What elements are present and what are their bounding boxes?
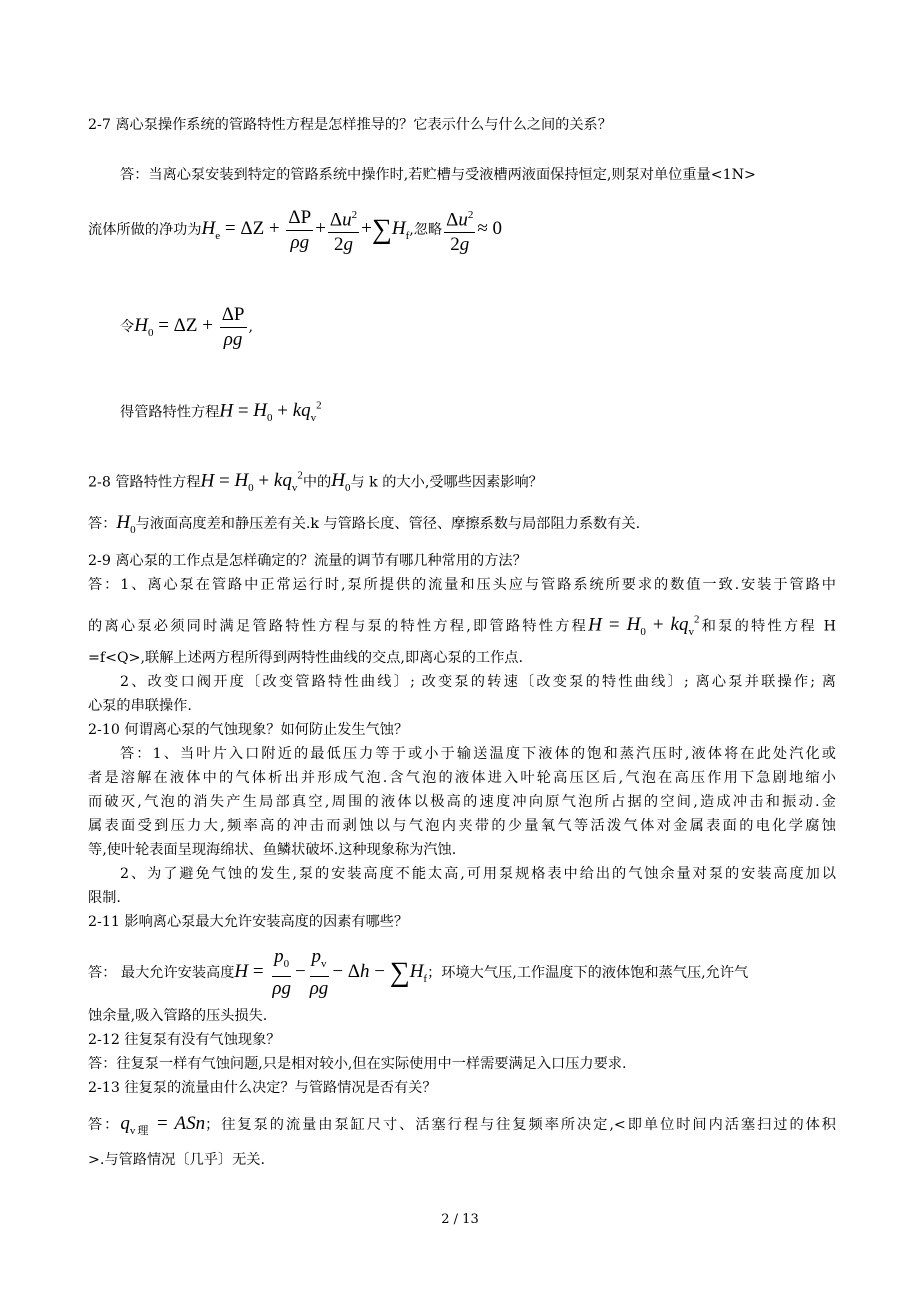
answer-2-12: 答：往复泵一样有气蚀问题,只是相对较小,但在实际使用中一样需要满足入口压力要求. (88, 1056, 627, 1072)
question-2-9: 2-9 离心泵的工作点是怎样确定的？流量的调节有哪几种常用的方法？ (88, 553, 527, 569)
answer-2-7-head-equation: 流体所做的净功为$H_e = \Delta Z$ + $\frac{\Delta P}{\rho g}$ + $\frac{\Delta u^2}{2g}$ $+\sum H_f$,忽略 $\frac{\Delta u^2}{2g}$ ≈ 0 (88, 203, 836, 260)
answer-2-10-line6: 2、为了避免气蚀的发生,泵的安装高度不能太高,可用泵规格表中给出的气蚀余量对泵的安装高度加以 (120, 866, 836, 882)
answer-2-10-line3: 而破灭,气泡的消失产生局部真空,周围的液体以极高的速度冲向原气泡所占据的空间,造成冲击和振动.金 (88, 794, 836, 810)
answer-2-7-characteristic-equation: 得管路特性方程$H = H_0 + kq_v^2$ (120, 400, 322, 425)
answer-2-9-line5: 心泵的串联操作. (88, 698, 192, 714)
question-2-12: 2-12 往复泵有没有气蚀现象？ (88, 1032, 281, 1048)
answer-2-10-line2: 者是溶解在液体中的气体析出并形成气泡.含气泡的液体进入叶轮高压区后,气泡在高压作用下急剧地缩小 (88, 770, 836, 786)
question-2-13: 2-13 往复泵的流量由什么决定？与管路情况是否有关？ (88, 1080, 437, 1096)
question-2-8: 2-8 管路特性方程$H = H_0 + kq_v^2$中的$H_0$与 k 的大小,受哪些因素影响？ (88, 470, 543, 495)
answer-2-7-h0-definition: 令$H_0 = \Delta Z$ + $\frac{\Delta P}{\rho g}$ , (120, 303, 254, 350)
question-2-7: 2-7 离心泵操作系统的管路特性方程是怎样推导的？它表示什么与什么之间的关系？ (88, 117, 612, 133)
answer-2-9-line3: =f<Q>,联解上述两方程所得到两特性曲线的交点,即离心泵的工作点. (88, 650, 523, 666)
answer-2-11-line2: 蚀余量,吸入管路的压头损失. (88, 1008, 268, 1024)
answer-2-13-line1: 答：$q_{v理}$ = ASn；往复泵的流量由泵缸尺寸、活塞行程与往复频率所决定,<即单位时间内活塞扫过的体积 (88, 1113, 836, 1137)
answer-2-7-line1: 答：当离心泵安装到特定的管路系统中操作时,若贮槽与受液槽两液面保持恒定,则泵对单位重量<1N> (120, 167, 756, 183)
answer-2-11-line1: 答： 最大允许安装高度H = $\frac{p_0}{\rho g}$ − $\frac{p_v}{\rho g}$ − $\Delta h - \sum H_f$；环境大气压,工作温度下的液体饱和蒸气压,允许气 (88, 946, 749, 999)
answer-2-9-line2: 的离心泵必须同时满足管路特性方程与泵的特性方程,即管路特性方程$H = H_0 + kq_v^2$和泵的特性方程 H (88, 614, 836, 639)
answer-2-10-line1: 答：1、当叶片入口附近的最低压力等于或小于输送温度下液体的饱和蒸汽压时,液体将在此处汽化或 (120, 746, 836, 762)
question-2-10: 2-10 何谓离心泵的气蚀现象？如何防止发生气蚀？ (88, 722, 409, 738)
answer-2-10-line4: 属表面受到压力大,频率高的冲击而剥蚀以与气泡内夹带的少量氧气等活泼气体对金属表面的电化学腐蚀 (88, 818, 836, 834)
answer-2-9-line1: 答：1、离心泵在管路中正常运行时,泵所提供的流量和压头应与管路系统所要求的数值一致.安装于管路中 (88, 577, 836, 593)
question-2-11: 2-11 影响离心泵最大允许安装高度的因素有哪些？ (88, 914, 409, 930)
answer-2-8: 答：$H_0$与液面高度差和静压差有关.k 与管路长度、管径、摩擦系数与局部阻力系数有关. (88, 512, 641, 536)
answer-2-10-line7: 限制. (88, 890, 121, 906)
page-number: 2 / 13 (441, 1212, 479, 1227)
answer-2-13-line2: >.与管路情况〔几乎〕无关. (88, 1152, 265, 1168)
answer-2-10-line5: 等,使叶轮表面呈现海绵状、鱼鳞状破坏.这种现象称为汽蚀. (88, 842, 457, 858)
answer-2-9-line4: 2、改变口阀开度〔改变管路特性曲线〕; 改变泵的转速〔改变泵的特性曲线〕; 离心泵并联操作; 离 (120, 674, 836, 690)
